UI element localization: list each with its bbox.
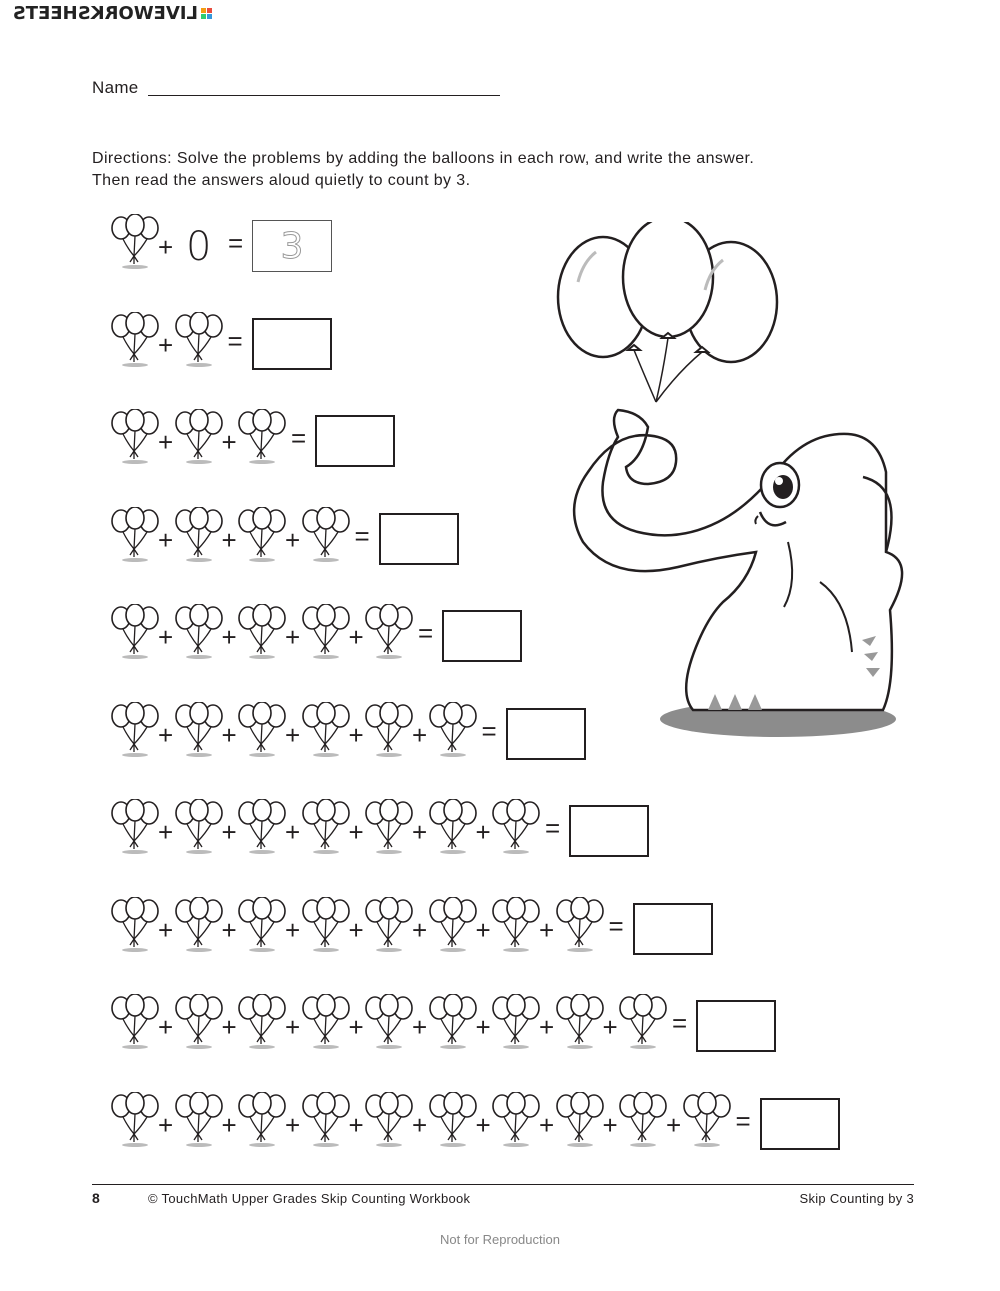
plus-sign: + xyxy=(285,914,301,945)
plus-sign: + xyxy=(602,1109,618,1140)
balloon-group-icon xyxy=(491,1092,541,1148)
balloon-group-icon xyxy=(110,409,160,465)
copyright-text: © TouchMath Upper Grades Skip Counting Workbook xyxy=(148,1191,471,1206)
balloon-group-icon xyxy=(237,409,287,465)
balloon-group-icon xyxy=(237,507,287,563)
balloon-group-icon xyxy=(110,1092,160,1148)
balloon-group-icon xyxy=(555,994,605,1050)
plus-sign: + xyxy=(348,817,364,847)
answer-box[interactable] xyxy=(252,220,332,272)
plus-sign: + xyxy=(221,719,237,750)
plus-sign: + xyxy=(412,1012,428,1042)
balloon-group-icon xyxy=(491,897,541,953)
equals-sign: = xyxy=(545,813,561,843)
balloon-group-icon xyxy=(491,994,541,1050)
balloon-group-icon xyxy=(491,799,541,855)
plus-sign: + xyxy=(348,622,364,652)
plus-sign: + xyxy=(221,524,237,555)
balloon-group-icon xyxy=(110,507,160,563)
balloon-group-icon xyxy=(301,702,351,758)
balloon-group-icon xyxy=(682,1092,732,1148)
balloon-group-icon xyxy=(237,799,287,855)
plus-sign: + xyxy=(221,1012,237,1042)
plus-sign: + xyxy=(348,914,364,945)
balloon-group-icon xyxy=(555,1092,605,1148)
balloon-group-icon xyxy=(174,312,224,368)
balloon-group-icon xyxy=(618,994,668,1050)
balloon-group-icon xyxy=(364,702,414,758)
balloon-group-icon xyxy=(301,799,351,855)
name-label: Name xyxy=(92,78,139,97)
plus-sign: + xyxy=(158,232,174,262)
plus-sign: + xyxy=(285,817,301,847)
plus-sign: + xyxy=(221,817,237,847)
balloon-group-icon xyxy=(555,897,605,953)
plus-sign: + xyxy=(412,914,428,945)
equals-sign: = xyxy=(354,520,370,551)
balloon-group-icon xyxy=(110,702,160,758)
balloon-group-icon xyxy=(237,604,287,660)
equals-sign: = xyxy=(228,228,244,258)
problem-row xyxy=(110,897,870,957)
problem-row xyxy=(110,799,870,859)
balloon-group-icon xyxy=(301,1092,351,1148)
footer-rule xyxy=(92,1184,914,1185)
elephant-with-balloons-illustration xyxy=(548,222,918,742)
answer-box[interactable] xyxy=(315,415,395,467)
balloon-group-icon xyxy=(301,604,351,660)
directions xyxy=(92,148,922,192)
equals-sign: = xyxy=(227,325,243,356)
balloon-group-icon xyxy=(428,994,478,1050)
plus-sign: + xyxy=(475,817,491,847)
balloon-group-icon xyxy=(110,994,160,1050)
plus-sign: + xyxy=(158,524,174,555)
equals-sign: = xyxy=(735,1105,751,1136)
balloon-group-icon xyxy=(364,799,414,855)
balloon-group-icon xyxy=(174,702,224,758)
plus-sign: + xyxy=(475,1109,491,1140)
plus-sign: + xyxy=(221,427,237,457)
not-for-reproduction-notice: Not for Reproduction xyxy=(440,1232,560,1247)
balloon-group-icon xyxy=(428,799,478,855)
balloon-group-icon xyxy=(428,702,478,758)
problem-row xyxy=(110,994,870,1054)
plus-sign: + xyxy=(158,427,174,457)
name-input-line[interactable] xyxy=(148,95,500,96)
balloon-group-icon xyxy=(174,507,224,563)
plus-sign: + xyxy=(285,1109,301,1140)
plus-sign: + xyxy=(602,1012,618,1042)
answer-box[interactable] xyxy=(442,610,522,662)
liveworksheets-logo xyxy=(2,3,212,23)
page-number: 8 xyxy=(92,1190,100,1206)
balloon-group-icon xyxy=(364,1092,414,1148)
plus-sign: + xyxy=(412,1109,428,1140)
balloon-group-icon xyxy=(174,409,224,465)
balloon-group-icon xyxy=(237,994,287,1050)
balloon-group-icon xyxy=(110,214,160,270)
balloon-group-icon xyxy=(174,604,224,660)
equals-sign: = xyxy=(672,1008,688,1038)
plus-sign: + xyxy=(475,914,491,945)
balloon-group-icon xyxy=(174,1092,224,1148)
balloon-group-icon xyxy=(110,799,160,855)
plus-sign: + xyxy=(348,1012,364,1042)
plus-sign: + xyxy=(158,719,174,750)
plus-sign: + xyxy=(158,622,174,652)
balloon-group-icon xyxy=(237,897,287,953)
balloon-group-icon xyxy=(364,994,414,1050)
balloon-group-icon xyxy=(301,994,351,1050)
equals-sign: = xyxy=(291,423,307,453)
answer-box[interactable] xyxy=(760,1098,840,1150)
traced-answer: 3 xyxy=(280,225,304,267)
balloon-group-icon xyxy=(428,1092,478,1148)
directions-line-2: Then read the answers aloud quietly to count by 3. xyxy=(92,172,471,189)
plus-sign: + xyxy=(221,1109,237,1140)
plus-sign: + xyxy=(158,329,174,360)
problem-row xyxy=(110,1092,870,1152)
directions-line-1: Directions: Solve the problems by adding the balloons in each row, and write the answer. xyxy=(92,150,755,167)
plus-sign: + xyxy=(158,817,174,847)
plus-sign: + xyxy=(285,719,301,750)
plus-sign: + xyxy=(158,1012,174,1042)
plus-sign: + xyxy=(221,622,237,652)
balloon-group-icon xyxy=(364,897,414,953)
balloon-group-icon xyxy=(364,604,414,660)
balloon-group-icon xyxy=(110,312,160,368)
balloon-group-icon xyxy=(237,1092,287,1148)
answer-box[interactable] xyxy=(252,318,332,370)
answer-box[interactable] xyxy=(379,513,459,565)
plus-sign: + xyxy=(221,914,237,945)
balloon-group-icon xyxy=(237,702,287,758)
balloon-group-icon xyxy=(110,897,160,953)
equals-sign: = xyxy=(608,910,624,941)
balloon-group-icon xyxy=(174,799,224,855)
answer-box[interactable] xyxy=(696,1000,776,1052)
plus-sign: + xyxy=(475,1012,491,1042)
plus-sign: + xyxy=(158,914,174,945)
balloon-group-icon xyxy=(301,897,351,953)
balloon-group-icon xyxy=(110,604,160,660)
logo-text: LIVEWORKSHEETS xyxy=(12,2,198,24)
balloon-group-icon xyxy=(428,897,478,953)
plus-sign: + xyxy=(285,524,301,555)
plus-sign: + xyxy=(158,1109,174,1140)
series-title: Skip Counting by 3 xyxy=(799,1191,914,1206)
plus-sign: + xyxy=(539,1109,555,1140)
plus-sign: + xyxy=(348,719,364,750)
balloon-group-icon xyxy=(301,507,351,563)
equals-sign: = xyxy=(481,715,497,746)
plus-sign: + xyxy=(412,817,428,847)
plus-sign: + xyxy=(666,1109,682,1140)
equals-sign: = xyxy=(418,618,434,648)
balloon-group-icon xyxy=(174,994,224,1050)
plus-sign: + xyxy=(539,1012,555,1042)
answer-box[interactable] xyxy=(569,805,649,857)
logo-mark-icon xyxy=(201,8,212,19)
plus-sign: + xyxy=(539,914,555,945)
answer-box[interactable] xyxy=(633,903,713,955)
plus-sign: + xyxy=(285,1012,301,1042)
plus-sign: + xyxy=(412,719,428,750)
balloon-group-icon xyxy=(618,1092,668,1148)
plus-sign: + xyxy=(348,1109,364,1140)
zero-term: 0 xyxy=(186,224,212,270)
plus-sign: + xyxy=(285,622,301,652)
balloon-group-icon xyxy=(174,897,224,953)
